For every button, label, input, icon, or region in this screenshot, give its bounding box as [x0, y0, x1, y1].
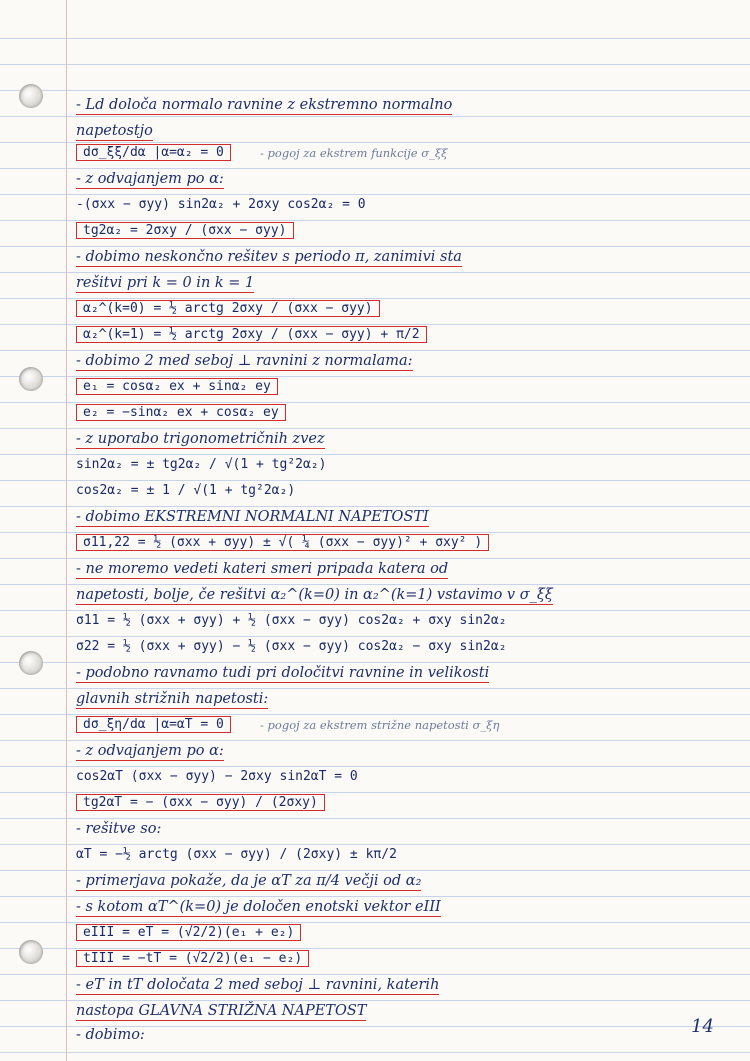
formula-shear-condition: dσ_ξη/dα |α=αT = 0	[76, 712, 722, 738]
note-line-28: - z odvajanjem po α:	[76, 743, 224, 759]
punch-hole-middle	[19, 367, 43, 391]
formula-eIII: eIII = eT = (√2/2)(e₁ + e₂)	[76, 920, 722, 946]
note-line-24: - podobno ravnamo tudi pri določitvi ravnine in velikosti	[76, 665, 490, 681]
punch-hole-lower	[19, 651, 43, 675]
formula-extremum-condition: dσ_ξξ/dα |α=α₂ = 0	[76, 140, 722, 166]
formula-alpha-k1: α₂^(k=1) = ½ arctg 2σxy / (σxx − σyy) + π/2	[76, 322, 722, 348]
formula-e1: e₁ = cosα₂ ex + sinα₂ ey	[76, 374, 722, 400]
note-line-12: - dobimo 2 med seboj ⊥ ravnini z normalama:	[76, 353, 413, 369]
formula-cos2a: cos2α₂ = ± 1 / √(1 + tg²2α₂)	[76, 483, 296, 498]
punch-hole-bottom	[19, 940, 43, 964]
formula-sin2a: sin2α₂ = ± tg2α₂ / √(1 + tg²2α₂)	[76, 457, 327, 472]
note-line-37: - eT in tT določata 2 med seboj ⊥ ravnini, katerih	[76, 977, 440, 993]
note-line-39: - dobimo:	[76, 1027, 145, 1043]
note-line-38: nastopa GLAVNA STRIŽNA NAPETOST	[76, 1003, 367, 1019]
note-line-15: - z uporabo trigonometričnih zvez	[76, 431, 325, 447]
note-extremum-condition: - pogoj za ekstrem funkcije σ_ξξ	[260, 146, 448, 160]
formula-tg2aT: tg2αT = − (σxx − σyy) / (2σxy)	[76, 790, 722, 816]
note-line-9: rešitvi pri k = 0 in k = 1	[76, 275, 255, 291]
note-shear-condition: - pogoj za ekstrem strižne napetosti σ_ξη	[260, 718, 500, 732]
note-line-2: napetostjo	[76, 123, 153, 139]
formula-alpha-k0: α₂^(k=0) = ½ arctg 2σxy / (σxx − σyy)	[76, 296, 722, 322]
formula-e2: e₂ = −sinα₂ ex + cosα₂ ey	[76, 400, 722, 426]
formula-alphaT: αT = −½ arctg (σxx − σyy) / (2σxy) ± kπ/2	[76, 847, 397, 862]
formula-shear-derivative: cos2αT (σxx − σyy) − 2σxy sin2αT = 0	[76, 769, 358, 784]
formula-derivative: -(σxx − σyy) sin2α₂ + 2σxy cos2α₂ = 0	[76, 197, 366, 212]
page-number: 14	[691, 1016, 714, 1037]
formula-tg2a: tg2α₂ = 2σxy / (σxx − σyy)	[76, 218, 722, 244]
margin-line	[66, 0, 67, 1061]
note-line-21: napetosti, bolje, če rešitvi α₂^(k=0) in α₂^(k=1) vstavimo v σ_ξξ	[76, 587, 553, 603]
note-line-31: - rešitve so:	[76, 821, 162, 837]
formula-sigma11: σ11 = ½ (σxx + σyy) + ½ (σxx − σyy) cos2α₂ + σxy sin2α₂	[76, 613, 507, 628]
note-line-1: - Ld določa normalo ravnine z ekstremno normalno	[76, 97, 453, 113]
note-line-25: glavnih strižnih napetosti:	[76, 691, 269, 707]
note-line-5: - z odvajanjem po α:	[76, 171, 224, 187]
note-line-8: - dobimo neskončno rešitev s periodo π, zanimivi sta	[76, 249, 462, 265]
note-line-18: - dobimo EKSTREMNI NORMALNI NAPETOSTI	[76, 509, 429, 525]
formula-tIII: tIII = −tT = (√2/2)(e₁ − e₂)	[76, 946, 722, 972]
note-line-34: - s kotom αT^(k=0) je določen enotski vektor eIII	[76, 899, 441, 915]
note-line-33: - primerjava pokaže, da je αT za π/4 večji od α₂	[76, 873, 422, 889]
formula-sigma22: σ22 = ½ (σxx + σyy) − ½ (σxx − σyy) cos2α₂ − σxy sin2α₂	[76, 639, 507, 654]
note-line-20: - ne moremo vedeti kateri smeri pripada katera od	[76, 561, 449, 577]
punch-hole-top	[19, 84, 43, 108]
formula-sigma-extremes: σ11,22 = ½ (σxx + σyy) ± √( ¼ (σxx − σyy)² + σxy² )	[76, 530, 722, 556]
